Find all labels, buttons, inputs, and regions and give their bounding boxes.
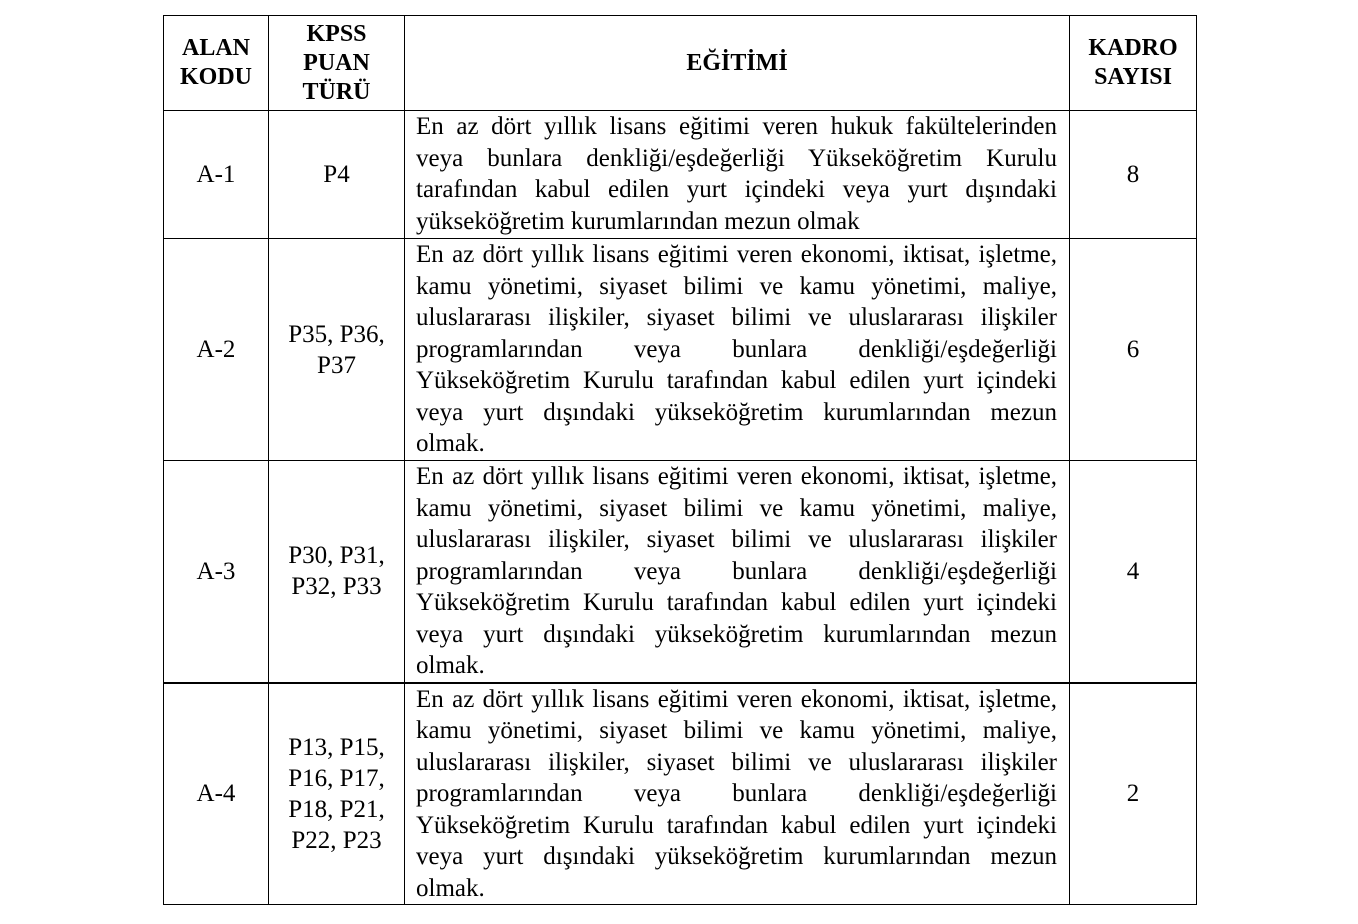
egitim-cell: En az dört yıllık lisans eğitimi veren ekonomi, iktisat, işletme, kamu yönetimi, siyaset bilimi ve kamu yönetimi, maliye, uluslararası ilişkiler, siyaset bilimi ve uluslararası ilişkiler programlarından veya bunlara denkliği/eşdeğerliği Yükseköğretim Kurulu tarafından kabul edilen yurt içindeki veya yurt dışındaki yükseköğretim kurumlarından mezun olmak. [405,683,1070,905]
puan-line: P32, P33 [291,573,382,601]
header-kadro-sayisi [1070,16,1197,111]
kpss-puan-cell [269,111,405,239]
header-row [164,16,1197,111]
alan-kodu-cell: A-2 [164,239,269,461]
egitim-cell: En az dört yıllık lisans eğitimi veren hukuk fakültelerinden veya bunlara denkliği/eşdeğerliği Yükseköğretim Kurulu tarafından kabul edilen yurt içindeki veya yurt dışındaki yükseköğretim kurumlarından mezun olmak [405,111,1070,239]
header-alan-kodu-line2: KODU [180,64,252,90]
puan-line: P37 [317,351,356,379]
egitim-cell: En az dört yıllık lisans eğitimi veren ekonomi, iktisat, işletme, kamu yönetimi, siyaset bilimi ve kamu yönetimi, maliye, uluslararası ilişkiler, siyaset bilimi ve uluslararası ilişkiler programlarından veya bunlara denkliği/eşdeğerliği Yükseköğretim Kurulu tarafından kabul edilen yurt içindeki veya yurt dışındaki yükseköğretim kurumlarından mezun olmak. [405,239,1070,461]
puan-line: P13, P15, [288,733,385,761]
table-row [164,683,1197,905]
header-kpss-line2: PUAN [303,49,370,76]
header-kpss-line3: TÜRÜ [302,78,371,105]
puan-line: P22, P23 [291,826,382,854]
header-kadro-line2: SAYISI [1094,64,1172,90]
puan-line: P4 [323,161,350,188]
header-kpss-line1: KPSS [306,20,367,47]
header-alan-kodu-line1: ALAN [181,35,250,61]
header-kpss-puan-turu [269,16,405,111]
kadro-sayisi-cell: 2 [1070,683,1197,905]
alan-kodu-cell: A-1 [164,111,269,239]
alan-kodu-cell: A-3 [164,461,269,683]
kpss-puan-cell [269,239,405,461]
table-row [164,461,1197,683]
puan-line: P18, P21, [288,795,385,823]
kpss-puan-cell [269,683,405,905]
kadro-sayisi-cell: 4 [1070,461,1197,683]
puan-line: P35, P36, [288,320,385,348]
header-kadro-line1: KADRO [1088,35,1178,61]
table-row [164,111,1197,239]
puan-line: P16, P17, [288,764,385,792]
egitim-cell: En az dört yıllık lisans eğitimi veren ekonomi, iktisat, işletme, kamu yönetimi, siyaset bilimi ve kamu yönetimi, maliye, uluslararası ilişkiler, siyaset bilimi ve uluslararası ilişkiler programlarından veya bunlara denkliği/eşdeğerliği Yükseköğretim Kurulu tarafından kabul edilen yurt içindeki veya yurt dışındaki yükseköğretim kurumlarından mezun olmak. [405,461,1070,683]
kpss-puan-cell [269,461,405,683]
kadro-sayisi-cell: 8 [1070,111,1197,239]
header-alan-kodu [164,16,269,111]
table-row [164,239,1197,461]
kadro-sayisi-cell: 6 [1070,239,1197,461]
puan-line: P30, P31, [288,542,385,570]
positions-table [163,15,1197,905]
header-egitimi [405,16,1070,111]
alan-kodu-cell: A-4 [164,683,269,905]
header-egitimi-text: EĞİTİMİ [686,49,788,76]
